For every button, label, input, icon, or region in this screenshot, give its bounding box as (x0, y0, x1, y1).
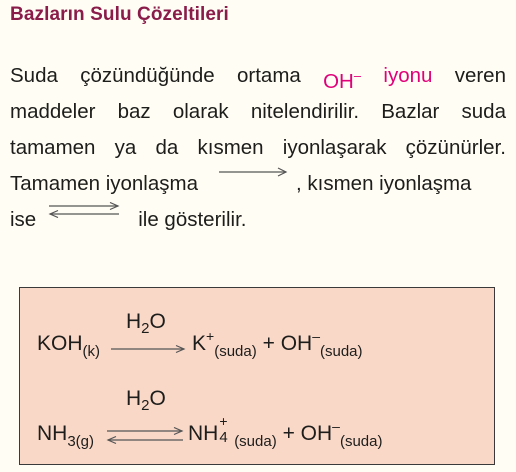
word: kısmen (197, 136, 264, 159)
paragraph-line-5 (10, 202, 506, 238)
oh-text: OH (323, 70, 354, 93)
minus-charge: – (353, 68, 362, 83)
reaction-arrow-icon (110, 344, 186, 354)
subscript: 4 (219, 429, 228, 446)
word: Suda (10, 64, 58, 87)
word: suda (461, 100, 506, 123)
product-oh: OH (280, 332, 313, 355)
paragraph-line-4 (10, 166, 506, 202)
product-oh: OH (300, 422, 333, 445)
word: ya (114, 136, 137, 159)
word: olarak (172, 100, 229, 123)
charge: – (312, 328, 320, 344)
state: (suda) (339, 433, 383, 450)
text-segment: ise (10, 208, 37, 231)
text-segment: Tamamen iyonlaşma (10, 172, 198, 195)
reactant-sub: 3(g) (67, 433, 95, 450)
charge: – (332, 418, 340, 434)
equation-koh (37, 332, 101, 360)
word: çözündüğünde (80, 64, 215, 87)
word: maddeler (10, 100, 96, 123)
state: (suda) (214, 343, 257, 360)
plus-sign: + (282, 422, 295, 445)
reactant: KOH (37, 332, 83, 355)
paragraph-line-2 (10, 94, 506, 130)
charge-stack (218, 413, 228, 446)
word: iyonlaşarak (282, 136, 387, 159)
products-1 (192, 328, 363, 360)
word: Bazlar (381, 100, 440, 123)
hydroxide-ion-highlight (323, 58, 361, 94)
cond-sub: 2 (141, 397, 150, 414)
cond-o: O (149, 310, 166, 333)
cond-h: H (126, 310, 142, 333)
product-k: K (192, 332, 207, 355)
products-2 (188, 413, 383, 450)
cond-sub: 2 (141, 320, 150, 337)
word: nitelendirilir. (250, 100, 360, 123)
state: (suda) (234, 433, 277, 450)
word: baz (117, 100, 151, 123)
word: veren (454, 64, 506, 87)
cond-o: O (149, 387, 166, 410)
reactant: NH (37, 422, 68, 445)
paragraph (10, 58, 506, 238)
condition-water-1 (126, 310, 166, 337)
state: (suda) (319, 343, 363, 360)
right-arrow-icon (218, 166, 288, 178)
section-heading: Bazların Sulu Çözeltileri (10, 4, 229, 25)
word: çözünürler. (405, 136, 506, 159)
paragraph-line-1 (10, 58, 506, 94)
charge: + (206, 328, 215, 344)
charge: + (219, 413, 228, 429)
equation-nh3 (37, 422, 95, 450)
text-segment: , kısmen iyonlaşma (296, 172, 472, 195)
reactant-state: (k) (82, 343, 101, 360)
equilibrium-arrows-icon (48, 202, 120, 218)
text-segment: ile gösterilir. (138, 208, 247, 231)
plus-sign: + (262, 332, 275, 355)
word: tamamen (10, 136, 96, 159)
condition-water-2 (126, 387, 166, 414)
equilibrium-arrows-icon (106, 427, 184, 445)
cond-h: H (126, 387, 142, 410)
product-nh4: NH (188, 422, 219, 445)
paragraph-line-3 (10, 130, 506, 166)
word: da (155, 136, 179, 159)
word: ortama (237, 64, 301, 87)
equations-box (19, 287, 495, 465)
iyonu-highlight: iyonu (383, 64, 433, 87)
